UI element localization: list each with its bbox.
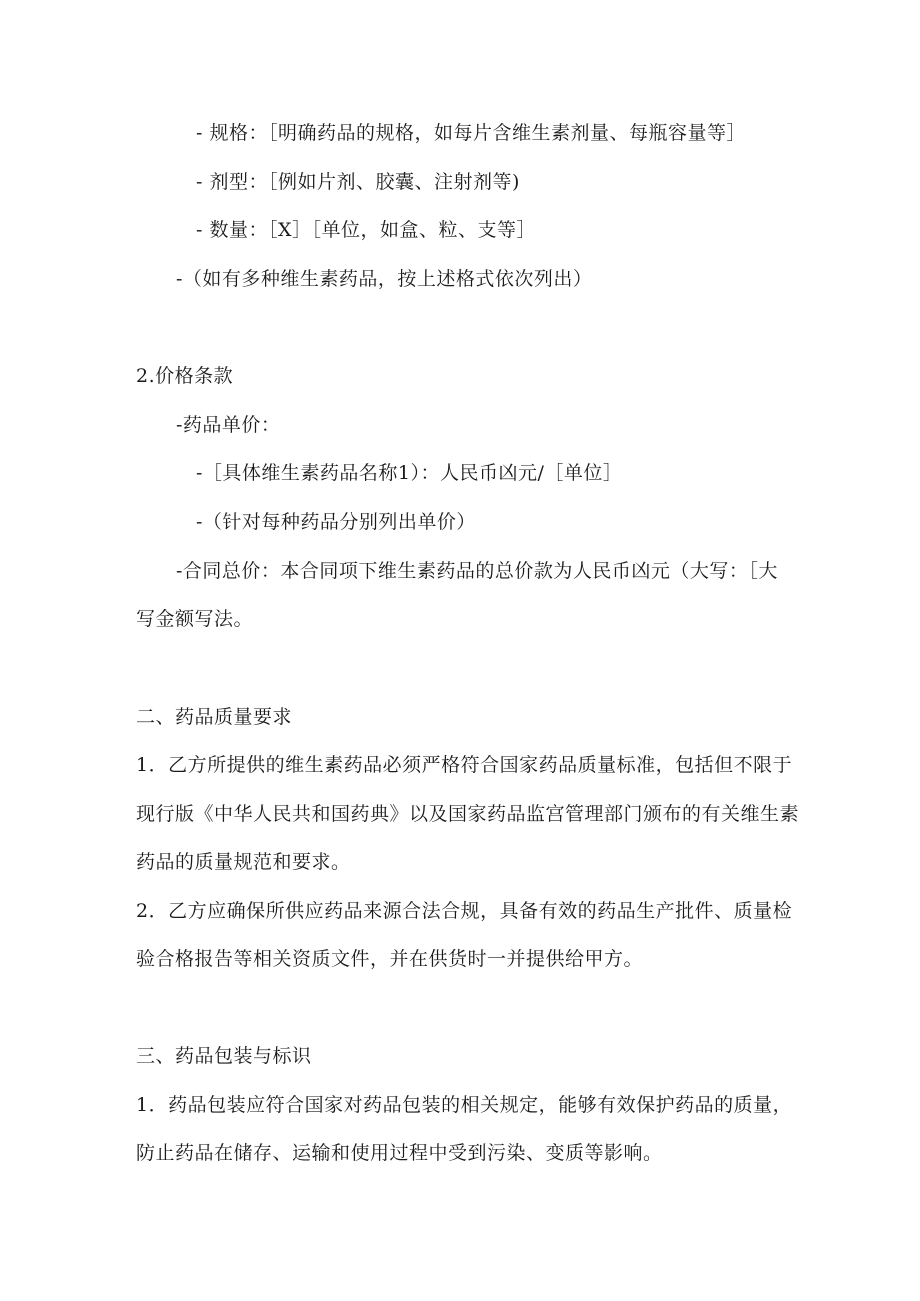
quality-clause-1-line-1: 1．乙方所提供的维生素药品必须严格符合国家药品质量标准，包括但不限于 <box>136 754 793 776</box>
quality-section-heading: 二、药品质量要求 <box>136 706 293 728</box>
unit-price-label: -药品单价： <box>176 414 281 436</box>
quality-clause-1-line-3: 药品的质量规范和要求。 <box>136 851 351 873</box>
quantity-item: - 数量：［X］［单位，如盒、粒、支等］ <box>196 219 536 241</box>
multiple-drugs-note: -（如有多种维生素药品，按上述格式依次列出） <box>176 268 593 290</box>
unit-price-note: -（针对每种药品分别列出单价） <box>196 511 476 533</box>
price-terms-heading: 2.价格条款 <box>136 365 234 387</box>
quality-clause-2-line-2: 验合格报告等相关资质文件，并在供货时一并提供给甲方。 <box>136 948 644 970</box>
quality-clause-1-line-2: 现行版《中华人民共和国药典》以及国家药品监宫管理部门颁布的有关维生素 <box>136 803 800 825</box>
packaging-section-heading: 三、药品包装与标识 <box>136 1045 312 1067</box>
spec-item: - 规格：［明确药品的规格，如每片含维生素剂量、每瓶容量等］ <box>196 122 746 144</box>
packaging-clause-1-line-1: 1．药品包装应符合国家对药品包装的相关规定，能够有效保护药品的质量， <box>136 1094 793 1116</box>
unit-price-item: -［具体维生素药品名称1）：人民币凶元/［单位］ <box>196 462 623 484</box>
dosage-form-item: - 剂型：［例如片剂、胶囊、注射剂等) <box>196 171 520 193</box>
total-price-line-cont: 写金额写法。 <box>136 608 254 630</box>
quality-clause-2-line-1: 2．乙方应确保所供应药品来源合法合规，具备有效的药品生产批件、质量检 <box>136 900 793 922</box>
packaging-clause-1-line-2: 防止药品在储存、运输和使用过程中受到污染、变质等影响。 <box>136 1142 663 1164</box>
total-price-line: -合同总价：本合同项下维生素药品的总价款为人民币凶元（大写：［大 <box>176 560 778 582</box>
